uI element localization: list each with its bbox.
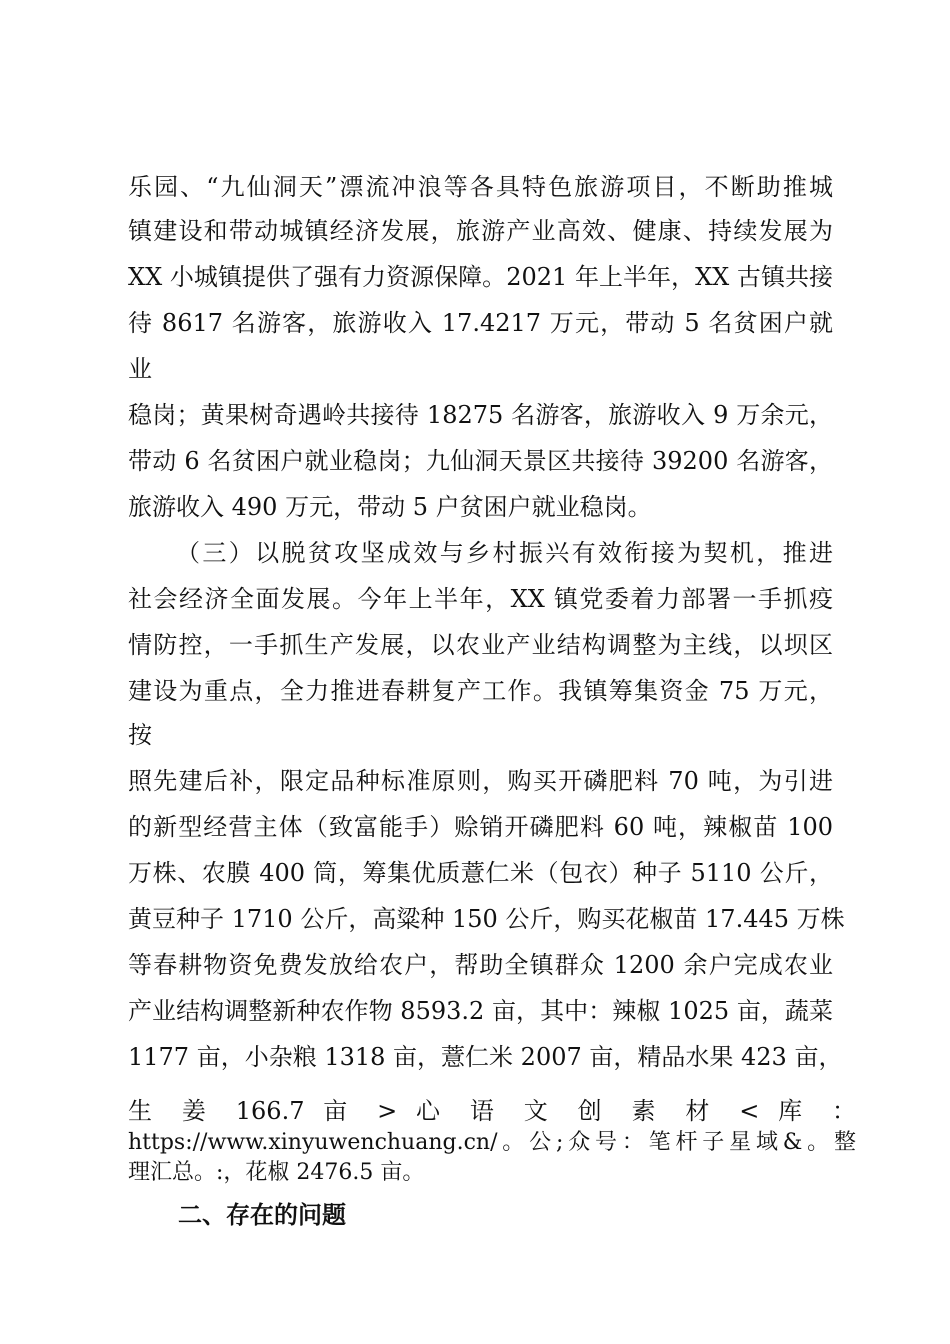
paragraph-line: 带动 6 名贫困户就业稳岗；九仙洞天景区共接待 39200 名游客，: [128, 447, 833, 475]
paragraph-line: 稳岗；黄果树奇遇岭共接待 18275 名游客，旅游收入 9 万余元，: [128, 401, 833, 429]
paragraph-line: 按: [128, 721, 152, 749]
paragraph-line: 业: [128, 355, 152, 383]
paragraph-line: 情防控，一手抓生产发展，以农业产业结构调整为主线，以坝区: [128, 631, 833, 659]
paragraph-line: 照先建后补，限定品种标准原则，购买开磷肥料 70 吨，为引进: [128, 767, 833, 795]
paragraph-line: 建设为重点，全力推进春耕复产工作。我镇筹集资金 75 万元，: [128, 677, 833, 705]
paragraph-line: 乐园、“九仙洞天”漂流冲浪等各具特色旅游项目，不断助推城: [128, 173, 833, 201]
section-heading: 二、存在的问题: [178, 1201, 346, 1229]
paragraph-line: 黄豆种子 1710 公斤，高粱种 150 公斤，购买花椒苗 17.445 万株: [128, 905, 845, 933]
paragraph-line: 社会经济全面发展。今年上半年，XX 镇党委着力部署一手抓疫: [128, 585, 833, 613]
paragraph-line: 万株、农膜 400 筒，筹集优质薏仁米（包衣）种子 5110 公斤，: [128, 859, 833, 887]
paragraph-line: 的新型经营主体（致富能手）赊销开磷肥料 60 吨，辣椒苗 100: [128, 813, 833, 841]
paragraph-line: 产业结构调整新种农作物 8593.2 亩，其中：辣椒 1025 亩，蔬菜: [128, 997, 833, 1025]
paragraph-line: 1177 亩，小杂粮 1318 亩，薏仁米 2007 亩，精品水果 423 亩，: [128, 1043, 843, 1071]
paragraph-line: 旅游收入 490 万元，带动 5 户贫困户就业稳岗。: [128, 493, 652, 521]
paragraph-line: 等春耕物资免费发放给农户，帮助全镇群众 1200 余户完成农业: [128, 951, 833, 979]
paragraph-line: 待 8617 名游客，旅游收入 17.4217 万元，带动 5 名贫困户就: [128, 309, 833, 337]
section-lead-line: （三）以脱贫攻坚成效与乡村振兴有效衔接为契机，推进: [176, 539, 833, 567]
paragraph-line: 生 姜 166.7 亩 > 心 语 文 创 素 材 < 库 ：: [128, 1097, 856, 1125]
watermark-url-line: https://www.xinyuwenchuang.cn/。公;众号：笔杆子星域&。整: [128, 1130, 856, 1155]
paragraph-line: XX 小城镇提供了强有力资源保障。2021 年上半年，XX 古镇共接: [128, 263, 833, 291]
paragraph-line: 镇建设和带动城镇经济发展，旅游产业高效、健康、持续发展为: [128, 217, 833, 245]
paragraph-line: 理汇总。:，花椒 2476.5 亩。: [128, 1160, 425, 1185]
